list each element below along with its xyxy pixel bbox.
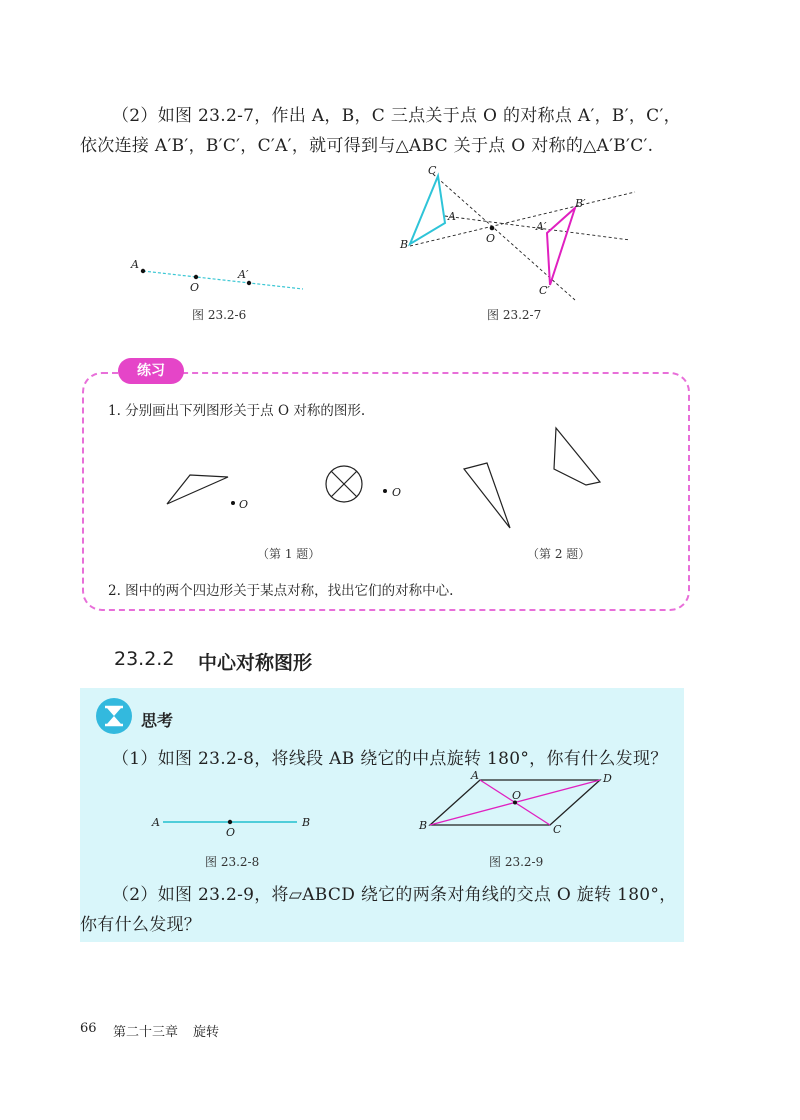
hourglass-icon — [95, 697, 135, 737]
label-c-prime: C′ — [539, 284, 550, 297]
page-number: 66 — [80, 1021, 97, 1036]
think-question-1: （1）如图 23.2-8，将线段 AB 绕它的中点旋转 180°，你有什么发现？ — [112, 749, 668, 769]
exercise-question-2: 2. 图中的两个四边形关于某点对称，找出它们的对称中心. — [108, 583, 454, 599]
label-a: A — [152, 816, 160, 829]
figure-23-2-7 — [395, 160, 645, 305]
label-a: A — [448, 210, 456, 223]
figure-caption: 图 23.2-7 — [487, 308, 542, 322]
label-o: O — [226, 826, 236, 839]
section-title: 中心对称图形 — [198, 652, 313, 674]
exercise-question-1: 1. 分别画出下列图形关于点 O 对称的图形. — [108, 403, 366, 419]
label-o: O — [512, 789, 522, 802]
exercise-tab: 练习 — [118, 358, 184, 384]
point-o-label: O — [239, 498, 249, 511]
exercise-figure-1a — [160, 468, 260, 518]
section-number: 23.2.2 — [114, 648, 175, 670]
label-o: O — [486, 232, 496, 245]
paragraph-line-1: （2）如图 23.2-7，作出 A，B，C 三点关于点 O 的对称点 A′，B′，C′， — [112, 106, 681, 126]
think-title: 思考 — [141, 711, 174, 730]
exercise-figure-2 — [455, 420, 615, 540]
figure-caption: 图 23.2-6 — [192, 308, 247, 322]
label-a-prime: A′ — [238, 268, 249, 281]
label-d: D — [603, 772, 612, 785]
exercise-figure-1b — [320, 460, 420, 510]
figure-23-2-6 — [120, 250, 320, 310]
label-c: C — [428, 164, 437, 177]
exercise-caption-1: （第 1 题） — [257, 547, 321, 561]
figure-caption: 图 23.2-8 — [205, 855, 260, 869]
point-o-label: O — [392, 486, 402, 499]
label-o: O — [190, 281, 200, 294]
exercise-caption-2: （第 2 题） — [527, 547, 591, 561]
label-c: C — [553, 823, 562, 836]
label-a: A — [131, 258, 139, 271]
label-b: B — [400, 238, 409, 251]
label-a-prime: A′ — [536, 220, 547, 233]
figure-23-2-8 — [150, 812, 320, 842]
figure-23-2-9 — [415, 770, 615, 840]
chapter-title: 旋转 — [193, 1025, 220, 1040]
think-question-2-line-2: 你有什么发现？ — [80, 915, 202, 935]
label-b-prime: B′ — [575, 197, 586, 210]
paragraph-line-2: 依次连接 A′B′，B′C′，C′A′，就可得到与△ABC 关于点 O 对称的△A′B′C′. — [80, 136, 654, 156]
label-a: A — [471, 769, 479, 782]
think-question-2-line-1: （2）如图 23.2-9，将▱ABCD 绕它的两条对角线的交点 O 旋转 180°， — [112, 885, 677, 905]
chapter-label: 第二十三章 — [113, 1025, 179, 1040]
figure-caption: 图 23.2-9 — [489, 855, 544, 869]
label-b: B — [302, 816, 311, 829]
label-b: B — [419, 819, 428, 832]
